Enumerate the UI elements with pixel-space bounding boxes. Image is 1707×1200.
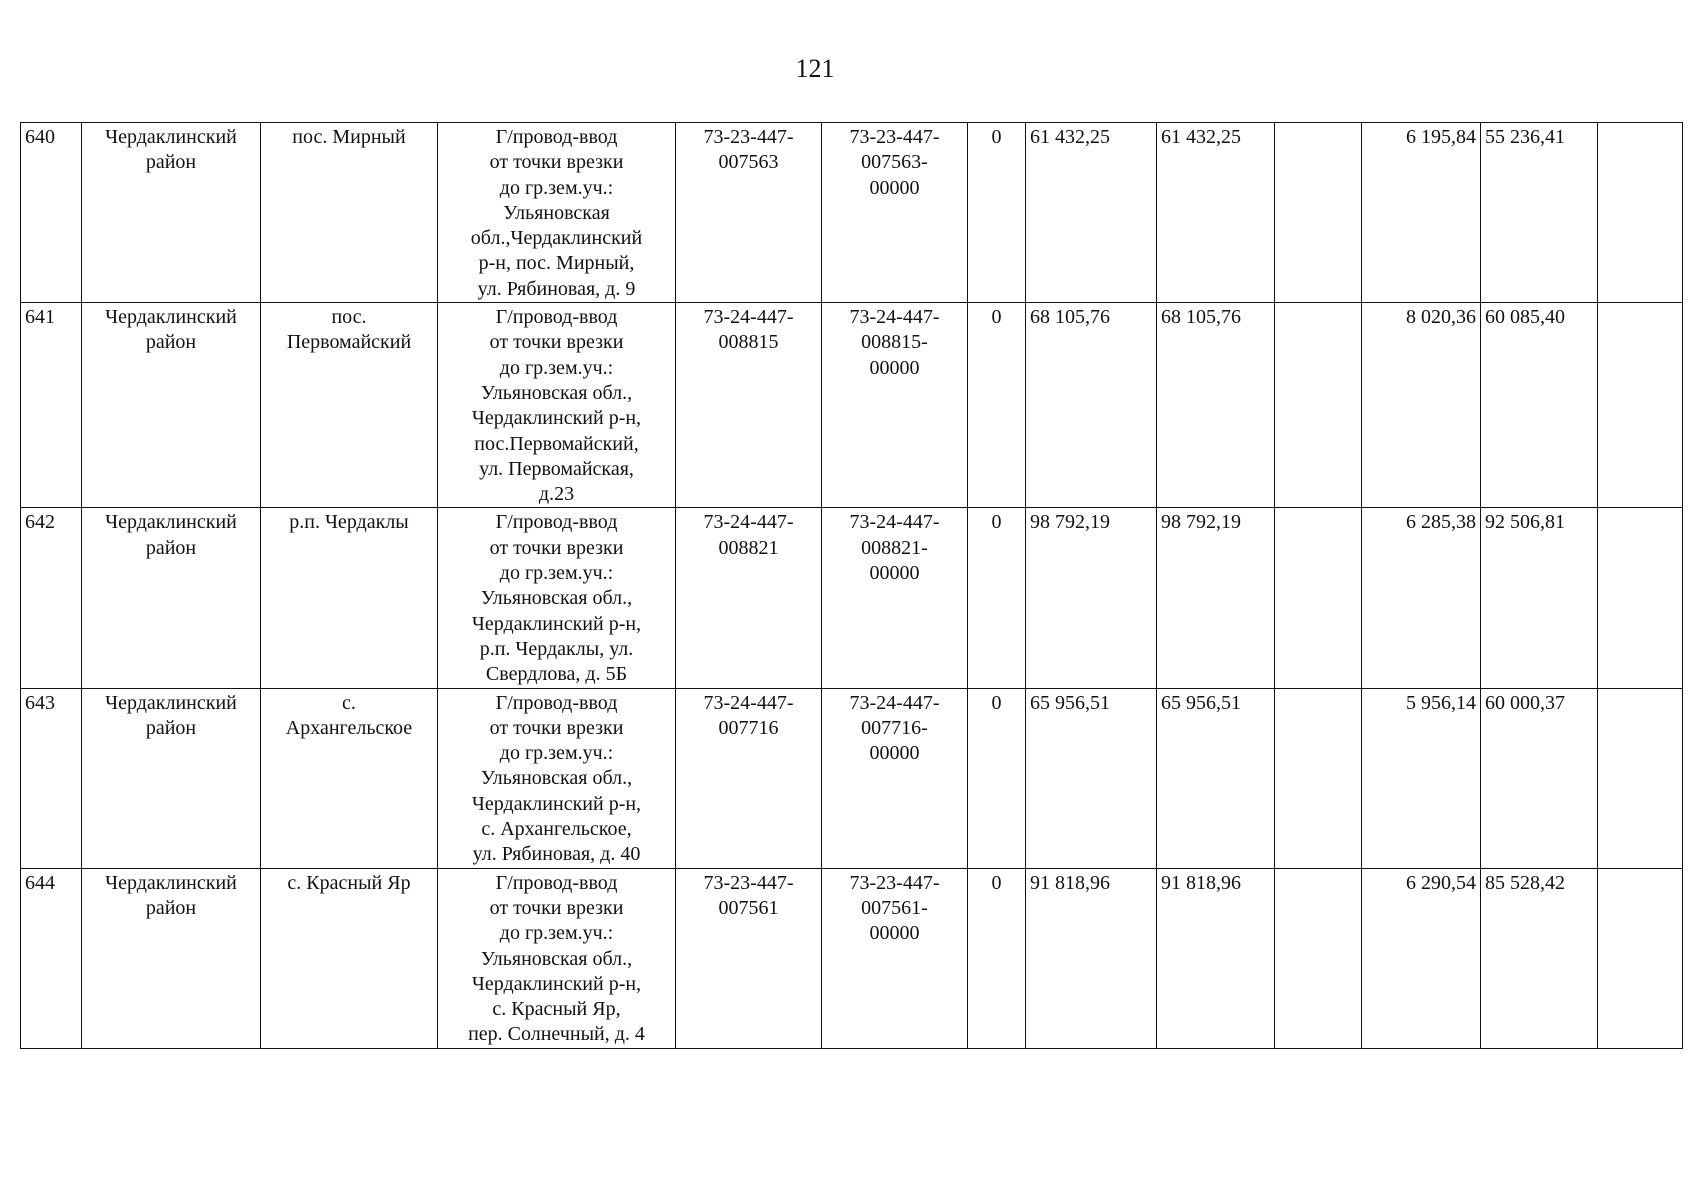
depreciation-cell: 8 020,36 [1362, 303, 1481, 508]
inventory-number-cell [822, 688, 968, 868]
district-text: Чердаклинский район [105, 306, 237, 354]
zero-value-cell: 0 [968, 123, 1026, 303]
inventory-number-text: 73-23-447- 007563- 00000 [849, 126, 940, 199]
inventory-number-text: 73-23-447- 007561- 00000 [849, 871, 940, 945]
empty-cell [1275, 508, 1362, 688]
inventory-number-text: 73-24-447- 008815- 00000 [849, 306, 940, 379]
locality-text: пос. Мирный [292, 126, 406, 148]
description-text: Г/провод-ввод от точки врезки до гр.зем.уч.: Ульяновская обл., Чердаклинский р-н, пос.Первомайский, ул. Первомайская, д.23 [471, 306, 642, 506]
district-cell [82, 508, 261, 688]
cadastral-number-cell [676, 688, 822, 868]
empty-cell [1598, 688, 1683, 868]
locality-cell [261, 508, 438, 688]
district-text: Чердаклинский район [105, 691, 237, 739]
zero-value-cell: 0 [968, 508, 1026, 688]
initial-cost-cell: 65 956,51 [1026, 688, 1157, 868]
depreciation-cell: 6 195,84 [1362, 123, 1481, 303]
empty-cell [1275, 688, 1362, 868]
district-text: Чердаклинский район [105, 511, 237, 559]
description-text: Г/провод-ввод от точки врезки до гр.зем.уч.: Ульяновская обл.,Чердаклинский р-н, пос. Мирный, ул. Рябиновая, д. 9 [470, 126, 643, 300]
cadastral-number-text: 73-24-447- 008815 [703, 306, 794, 354]
zero-value-cell: 0 [968, 303, 1026, 508]
description-text: Г/провод-ввод от точки врезки до гр.зем.уч.: Ульяновская обл., Чердаклинский р-н, с. Красный Яр, пер. Солнечный, д. 4 [468, 871, 645, 1046]
row-number-cell: 642 [21, 508, 82, 688]
district-cell [82, 303, 261, 508]
cadastral-number-cell [676, 508, 822, 688]
row-number-cell: 641 [21, 303, 82, 508]
table-row [21, 868, 1683, 1048]
inventory-number-text: 73-24-447- 007716- 00000 [849, 691, 940, 765]
description-cell [438, 868, 676, 1048]
locality-cell [261, 303, 438, 508]
cadastral-number-text: 73-24-447- 007716 [703, 691, 794, 739]
zero-value-cell: 0 [968, 688, 1026, 868]
inventory-number-text: 73-24-447- 008821- 00000 [849, 511, 940, 585]
description-cell [438, 123, 676, 303]
locality-text: с. Красный Яр [287, 871, 411, 894]
initial-cost-cell: 91 818,96 [1026, 868, 1157, 1048]
book-cost-cell: 68 105,76 [1157, 303, 1275, 508]
locality-cell [261, 688, 438, 868]
book-cost-cell: 91 818,96 [1157, 868, 1275, 1048]
residual-cost-cell: 92 506,81 [1481, 508, 1598, 688]
district-cell [82, 868, 261, 1048]
empty-cell [1275, 868, 1362, 1048]
initial-cost-cell: 68 105,76 [1026, 303, 1157, 508]
cadastral-number-text: 73-23-447- 007561 [703, 871, 794, 919]
locality-text: с. Архангельское [285, 691, 413, 739]
description-cell [438, 508, 676, 688]
cadastral-number-cell [676, 123, 822, 303]
empty-cell [1598, 508, 1683, 688]
depreciation-cell: 5 956,14 [1362, 688, 1481, 868]
inventory-number-cell [822, 508, 968, 688]
residual-cost-cell: 85 528,42 [1481, 868, 1598, 1048]
empty-cell [1598, 123, 1683, 303]
table-row [21, 688, 1683, 868]
empty-cell [1275, 303, 1362, 508]
description-text: Г/провод-ввод от точки врезки до гр.зем.уч.: Ульяновская обл., Чердаклинский р-н, с. Архангельское, ул. Рябиновая, д. 40 [471, 691, 642, 866]
district-cell [82, 688, 261, 868]
depreciation-cell: 6 290,54 [1362, 868, 1481, 1048]
zero-value-cell: 0 [968, 868, 1026, 1048]
book-cost-cell: 65 956,51 [1157, 688, 1275, 868]
empty-cell [1275, 123, 1362, 303]
residual-cost-cell: 55 236,41 [1481, 123, 1598, 303]
table-row [21, 123, 1683, 303]
book-cost-cell: 61 432,25 [1157, 123, 1275, 303]
cadastral-number-cell [676, 868, 822, 1048]
initial-cost-cell: 98 792,19 [1026, 508, 1157, 688]
row-number-cell: 644 [21, 868, 82, 1048]
empty-cell [1598, 868, 1683, 1048]
description-text: Г/провод-ввод от точки врезки до гр.зем.уч.: Ульяновская обл., Чердаклинский р-н, р.п. Чердаклы, ул. Свердлова, д. 5Б [471, 511, 642, 686]
inventory-number-cell [822, 868, 968, 1048]
page-number: 121 [795, 54, 835, 83]
inventory-number-cell [822, 123, 968, 303]
empty-cell [1598, 303, 1683, 508]
locality-text: пос. Первомайский [286, 306, 412, 354]
initial-cost-cell: 61 432,25 [1026, 123, 1157, 303]
cadastral-number-text: 73-24-447- 008821 [703, 511, 794, 559]
cadastral-number-text: 73-23-447- 007563 [703, 126, 794, 174]
locality-text: р.п. Чердаклы [289, 511, 409, 534]
table-row [21, 303, 1683, 508]
inventory-number-cell [822, 303, 968, 508]
residual-cost-cell: 60 000,37 [1481, 688, 1598, 868]
district-text: Чердаклинский район [105, 871, 237, 919]
table-row [21, 508, 1683, 688]
locality-cell [261, 868, 438, 1048]
description-cell [438, 688, 676, 868]
residual-cost-cell: 60 085,40 [1481, 303, 1598, 508]
depreciation-cell: 6 285,38 [1362, 508, 1481, 688]
locality-cell [261, 123, 438, 303]
row-number-cell: 643 [21, 688, 82, 868]
cadastral-number-cell [676, 303, 822, 508]
registry-table [20, 122, 1683, 1049]
district-text: Чердаклинский район [105, 126, 237, 174]
district-cell [82, 123, 261, 303]
description-cell [438, 303, 676, 508]
row-number-cell: 640 [21, 123, 82, 303]
book-cost-cell: 98 792,19 [1157, 508, 1275, 688]
